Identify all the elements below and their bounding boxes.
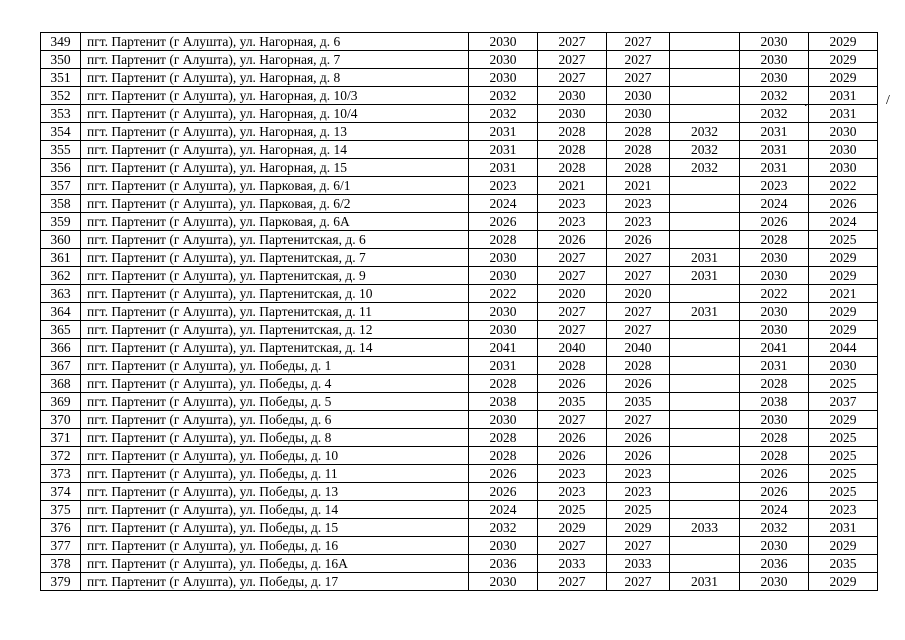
address-cell: пгт. Партенит (г Алушта), ул. Нагорная, д. 15 [81, 159, 469, 177]
year-cell-4 [670, 51, 740, 69]
address-table [40, 32, 878, 591]
year-cell-4 [670, 33, 740, 51]
table-row [41, 123, 878, 141]
year-cell-2: 2026 [538, 429, 607, 447]
year-cell-3: 2030 [607, 105, 670, 123]
address-cell: пгт. Партенит (г Алушта), ул. Парковая, д. 6/2 [81, 195, 469, 213]
address-cell: пгт. Партенит (г Алушта), ул. Победы, д. 16 [81, 537, 469, 555]
year-cell-3: 2025 [607, 501, 670, 519]
year-cell-3: 2026 [607, 231, 670, 249]
address-cell: пгт. Партенит (г Алушта), ул. Победы, д. 6 [81, 411, 469, 429]
year-cell-3: 2027 [607, 573, 670, 591]
table-row [41, 573, 878, 591]
year-cell-2: 2020 [538, 285, 607, 303]
year-cell-1: 2036 [469, 555, 538, 573]
year-cell-1: 2030 [469, 249, 538, 267]
address-cell: пгт. Партенит (г Алушта), ул. Партенитская, д. 14 [81, 339, 469, 357]
year-cell-2: 2030 [538, 105, 607, 123]
year-cell-1: 2030 [469, 51, 538, 69]
year-cell-2: 2028 [538, 123, 607, 141]
address-cell: пгт. Партенит (г Алушта), ул. Победы, д. 8 [81, 429, 469, 447]
year-cell-5: 2028 [740, 429, 809, 447]
year-cell-3: 2027 [607, 321, 670, 339]
scan-mark: . [804, 95, 808, 110]
year-cell-6: 2029 [809, 33, 878, 51]
year-cell-5: 2030 [740, 33, 809, 51]
year-cell-3: 2027 [607, 267, 670, 285]
address-cell: пгт. Партенит (г Алушта), ул. Победы, д. 14 [81, 501, 469, 519]
row-number: 374 [41, 483, 81, 501]
year-cell-4 [670, 177, 740, 195]
row-number: 351 [41, 69, 81, 87]
year-cell-5: 2028 [740, 231, 809, 249]
year-cell-1: 2031 [469, 159, 538, 177]
year-cell-6: 2025 [809, 483, 878, 501]
row-number: 378 [41, 555, 81, 573]
year-cell-4 [670, 285, 740, 303]
year-cell-3: 2027 [607, 411, 670, 429]
year-cell-5: 2023 [740, 177, 809, 195]
year-cell-5: 2030 [740, 411, 809, 429]
row-number: 354 [41, 123, 81, 141]
row-number: 361 [41, 249, 81, 267]
year-cell-2: 2021 [538, 177, 607, 195]
year-cell-2: 2027 [538, 537, 607, 555]
year-cell-4: 2031 [670, 249, 740, 267]
year-cell-3: 2026 [607, 447, 670, 465]
year-cell-2: 2030 [538, 87, 607, 105]
year-cell-5: 2030 [740, 303, 809, 321]
year-cell-2: 2040 [538, 339, 607, 357]
year-cell-6: 2026 [809, 195, 878, 213]
year-cell-6: 2037 [809, 393, 878, 411]
year-cell-3: 2040 [607, 339, 670, 357]
year-cell-4 [670, 105, 740, 123]
table-row [41, 411, 878, 429]
row-number: 365 [41, 321, 81, 339]
year-cell-5: 2030 [740, 267, 809, 285]
year-cell-5: 2031 [740, 123, 809, 141]
year-cell-4: 2032 [670, 141, 740, 159]
year-cell-2: 2026 [538, 447, 607, 465]
year-cell-3: 2033 [607, 555, 670, 573]
row-number: 364 [41, 303, 81, 321]
year-cell-4 [670, 483, 740, 501]
year-cell-2: 2023 [538, 465, 607, 483]
year-cell-3: 2028 [607, 141, 670, 159]
year-cell-1: 2028 [469, 429, 538, 447]
year-cell-3: 2023 [607, 483, 670, 501]
address-cell: пгт. Партенит (г Алушта), ул. Победы, д. 5 [81, 393, 469, 411]
year-cell-3: 2029 [607, 519, 670, 537]
row-number: 360 [41, 231, 81, 249]
year-cell-1: 2031 [469, 357, 538, 375]
year-cell-4: 2033 [670, 519, 740, 537]
year-cell-2: 2023 [538, 483, 607, 501]
year-cell-5: 2028 [740, 375, 809, 393]
year-cell-6: 2025 [809, 447, 878, 465]
address-cell: пгт. Партенит (г Алушта), ул. Победы, д. 10 [81, 447, 469, 465]
year-cell-1: 2022 [469, 285, 538, 303]
year-cell-6: 2029 [809, 267, 878, 285]
row-number: 352 [41, 87, 81, 105]
year-cell-2: 2028 [538, 141, 607, 159]
year-cell-6: 2025 [809, 375, 878, 393]
table-row [41, 105, 878, 123]
row-number: 353 [41, 105, 81, 123]
year-cell-4 [670, 339, 740, 357]
row-number: 370 [41, 411, 81, 429]
year-cell-2: 2028 [538, 357, 607, 375]
year-cell-1: 2028 [469, 447, 538, 465]
year-cell-1: 2026 [469, 483, 538, 501]
year-cell-2: 2035 [538, 393, 607, 411]
table-row [41, 537, 878, 555]
year-cell-5: 2041 [740, 339, 809, 357]
year-cell-3: 2028 [607, 159, 670, 177]
year-cell-2: 2023 [538, 213, 607, 231]
year-cell-4: 2031 [670, 573, 740, 591]
year-cell-5: 2031 [740, 141, 809, 159]
address-cell: пгт. Партенит (г Алушта), ул. Победы, д. 11 [81, 465, 469, 483]
year-cell-3: 2021 [607, 177, 670, 195]
table-row [41, 249, 878, 267]
year-cell-3: 2028 [607, 123, 670, 141]
row-number: 371 [41, 429, 81, 447]
year-cell-5: 2031 [740, 159, 809, 177]
year-cell-6: 2029 [809, 69, 878, 87]
year-cell-6: 2025 [809, 429, 878, 447]
table-row [41, 69, 878, 87]
year-cell-4 [670, 231, 740, 249]
year-cell-2: 2029 [538, 519, 607, 537]
year-cell-5: 2031 [740, 357, 809, 375]
address-cell: пгт. Партенит (г Алушта), ул. Парковая, д. 6/1 [81, 177, 469, 195]
year-cell-1: 2028 [469, 375, 538, 393]
address-cell: пгт. Партенит (г Алушта), ул. Нагорная, д. 8 [81, 69, 469, 87]
table-row [41, 159, 878, 177]
year-cell-1: 2024 [469, 501, 538, 519]
row-number: 356 [41, 159, 81, 177]
year-cell-4 [670, 321, 740, 339]
year-cell-6: 2023 [809, 501, 878, 519]
row-number: 373 [41, 465, 81, 483]
year-cell-6: 2029 [809, 573, 878, 591]
year-cell-2: 2028 [538, 159, 607, 177]
year-cell-5: 2030 [740, 573, 809, 591]
year-cell-2: 2027 [538, 51, 607, 69]
year-cell-6: 2035 [809, 555, 878, 573]
year-cell-5: 2026 [740, 465, 809, 483]
table-row [41, 375, 878, 393]
address-cell: пгт. Партенит (г Алушта), ул. Победы, д. 17 [81, 573, 469, 591]
year-cell-6: 2021 [809, 285, 878, 303]
row-number: 368 [41, 375, 81, 393]
year-cell-3: 2023 [607, 213, 670, 231]
row-number: 362 [41, 267, 81, 285]
year-cell-6: 2029 [809, 411, 878, 429]
year-cell-1: 2026 [469, 213, 538, 231]
year-cell-6: 2031 [809, 519, 878, 537]
address-cell: пгт. Партенит (г Алушта), ул. Партенитская, д. 10 [81, 285, 469, 303]
address-cell: пгт. Партенит (г Алушта), ул. Парковая, д. 6А [81, 213, 469, 231]
row-number: 349 [41, 33, 81, 51]
year-cell-4 [670, 501, 740, 519]
table-row [41, 519, 878, 537]
row-number: 357 [41, 177, 81, 195]
address-cell: пгт. Партенит (г Алушта), ул. Нагорная, д. 10/3 [81, 87, 469, 105]
year-cell-1: 2031 [469, 123, 538, 141]
row-number: 367 [41, 357, 81, 375]
address-cell: пгт. Партенит (г Алушта), ул. Нагорная, д. 10/4 [81, 105, 469, 123]
year-cell-6: 2030 [809, 123, 878, 141]
year-cell-3: 2027 [607, 69, 670, 87]
year-cell-5: 2032 [740, 519, 809, 537]
year-cell-6: 2025 [809, 465, 878, 483]
year-cell-1: 2030 [469, 69, 538, 87]
year-cell-3: 2026 [607, 375, 670, 393]
table-row [41, 303, 878, 321]
address-cell: пгт. Партенит (г Алушта), ул. Победы, д. 16А [81, 555, 469, 573]
year-cell-6: 2029 [809, 321, 878, 339]
table-row [41, 267, 878, 285]
year-cell-4: 2031 [670, 303, 740, 321]
year-cell-3: 2027 [607, 249, 670, 267]
table-row [41, 51, 878, 69]
year-cell-6: 2029 [809, 249, 878, 267]
year-cell-5: 2022 [740, 285, 809, 303]
year-cell-5: 2026 [740, 213, 809, 231]
year-cell-5: 2030 [740, 51, 809, 69]
address-cell: пгт. Партенит (г Алушта), ул. Победы, д. 15 [81, 519, 469, 537]
row-number: 377 [41, 537, 81, 555]
table-row [41, 393, 878, 411]
table-row [41, 321, 878, 339]
year-cell-1: 2030 [469, 411, 538, 429]
year-cell-1: 2026 [469, 465, 538, 483]
year-cell-4 [670, 465, 740, 483]
year-cell-5: 2030 [740, 537, 809, 555]
address-cell: пгт. Партенит (г Алушта), ул. Победы, д. 4 [81, 375, 469, 393]
year-cell-1: 2032 [469, 519, 538, 537]
year-cell-4 [670, 429, 740, 447]
year-cell-1: 2031 [469, 141, 538, 159]
year-cell-2: 2026 [538, 375, 607, 393]
row-number: 358 [41, 195, 81, 213]
address-cell: пгт. Партенит (г Алушта), ул. Партенитская, д. 11 [81, 303, 469, 321]
row-number: 363 [41, 285, 81, 303]
year-cell-3: 2028 [607, 357, 670, 375]
year-cell-1: 2030 [469, 321, 538, 339]
row-number: 372 [41, 447, 81, 465]
address-cell: пгт. Партенит (г Алушта), ул. Партенитская, д. 7 [81, 249, 469, 267]
year-cell-4 [670, 213, 740, 231]
year-cell-6: 2029 [809, 537, 878, 555]
year-cell-4: 2032 [670, 123, 740, 141]
year-cell-3: 2027 [607, 303, 670, 321]
year-cell-2: 2027 [538, 33, 607, 51]
address-cell: пгт. Партенит (г Алушта), ул. Партенитская, д. 12 [81, 321, 469, 339]
address-cell: пгт. Партенит (г Алушта), ул. Нагорная, д. 7 [81, 51, 469, 69]
year-cell-5: 2030 [740, 249, 809, 267]
year-cell-6: 2029 [809, 303, 878, 321]
year-cell-4 [670, 393, 740, 411]
table-row [41, 195, 878, 213]
year-cell-3: 2023 [607, 195, 670, 213]
row-number: 379 [41, 573, 81, 591]
year-cell-6: 2031 [809, 105, 878, 123]
year-cell-3: 2027 [607, 33, 670, 51]
table-row [41, 177, 878, 195]
table-row [41, 501, 878, 519]
year-cell-3: 2026 [607, 429, 670, 447]
row-number: 375 [41, 501, 81, 519]
year-cell-6: 2030 [809, 141, 878, 159]
year-cell-4 [670, 537, 740, 555]
year-cell-5: 2032 [740, 105, 809, 123]
year-cell-3: 2035 [607, 393, 670, 411]
table-row [41, 285, 878, 303]
address-cell: пгт. Партенит (г Алушта), ул. Победы, д. 1 [81, 357, 469, 375]
year-cell-5: 2026 [740, 483, 809, 501]
year-cell-5: 2032 [740, 87, 809, 105]
address-cell: пгт. Партенит (г Алушта), ул. Нагорная, д. 13 [81, 123, 469, 141]
year-cell-1: 2024 [469, 195, 538, 213]
year-cell-2: 2033 [538, 555, 607, 573]
address-cell: пгт. Партенит (г Алушта), ул. Партенитская, д. 6 [81, 231, 469, 249]
year-cell-4 [670, 195, 740, 213]
year-cell-2: 2025 [538, 501, 607, 519]
year-cell-4: 2031 [670, 267, 740, 285]
year-cell-6: 2030 [809, 159, 878, 177]
year-cell-5: 2024 [740, 501, 809, 519]
table-row [41, 33, 878, 51]
year-cell-4 [670, 69, 740, 87]
year-cell-6: 2024 [809, 213, 878, 231]
year-cell-3: 2027 [607, 51, 670, 69]
year-cell-5: 2030 [740, 69, 809, 87]
year-cell-2: 2023 [538, 195, 607, 213]
year-cell-2: 2027 [538, 303, 607, 321]
year-cell-1: 2032 [469, 105, 538, 123]
year-cell-5: 2024 [740, 195, 809, 213]
row-number: 355 [41, 141, 81, 159]
year-cell-3: 2027 [607, 537, 670, 555]
year-cell-6: 2031 [809, 87, 878, 105]
row-number: 369 [41, 393, 81, 411]
table-row [41, 555, 878, 573]
year-cell-3: 2023 [607, 465, 670, 483]
year-cell-3: 2020 [607, 285, 670, 303]
table-row [41, 213, 878, 231]
year-cell-1: 2028 [469, 231, 538, 249]
year-cell-1: 2041 [469, 339, 538, 357]
year-cell-4 [670, 357, 740, 375]
year-cell-4 [670, 87, 740, 105]
year-cell-1: 2032 [469, 87, 538, 105]
year-cell-1: 2023 [469, 177, 538, 195]
year-cell-3: 2030 [607, 87, 670, 105]
table-row [41, 141, 878, 159]
year-cell-1: 2030 [469, 537, 538, 555]
year-cell-5: 2030 [740, 321, 809, 339]
table-row [41, 465, 878, 483]
year-cell-6: 2029 [809, 51, 878, 69]
year-cell-2: 2027 [538, 69, 607, 87]
year-cell-6: 2030 [809, 357, 878, 375]
table-row [41, 483, 878, 501]
address-cell: пгт. Партенит (г Алушта), ул. Нагорная, д. 14 [81, 141, 469, 159]
table-row [41, 339, 878, 357]
year-cell-4: 2032 [670, 159, 740, 177]
address-cell: пгт. Партенит (г Алушта), ул. Победы, д. 13 [81, 483, 469, 501]
year-cell-4 [670, 447, 740, 465]
table-row [41, 231, 878, 249]
year-cell-1: 2030 [469, 573, 538, 591]
table-row [41, 447, 878, 465]
table-row [41, 429, 878, 447]
row-number: 359 [41, 213, 81, 231]
year-cell-1: 2038 [469, 393, 538, 411]
scan-mark: / [886, 93, 890, 108]
year-cell-6: 2025 [809, 231, 878, 249]
year-cell-1: 2030 [469, 303, 538, 321]
row-number: 376 [41, 519, 81, 537]
year-cell-1: 2030 [469, 33, 538, 51]
table-row [41, 357, 878, 375]
year-cell-5: 2038 [740, 393, 809, 411]
year-cell-2: 2027 [538, 321, 607, 339]
year-cell-4 [670, 375, 740, 393]
year-cell-2: 2027 [538, 573, 607, 591]
year-cell-6: 2044 [809, 339, 878, 357]
year-cell-6: 2022 [809, 177, 878, 195]
year-cell-5: 2028 [740, 447, 809, 465]
year-cell-2: 2027 [538, 249, 607, 267]
year-cell-2: 2027 [538, 267, 607, 285]
row-number: 366 [41, 339, 81, 357]
year-cell-2: 2026 [538, 231, 607, 249]
year-cell-4 [670, 555, 740, 573]
year-cell-2: 2027 [538, 411, 607, 429]
address-cell: пгт. Партенит (г Алушта), ул. Нагорная, д. 6 [81, 33, 469, 51]
year-cell-4 [670, 411, 740, 429]
year-cell-1: 2030 [469, 267, 538, 285]
table-row [41, 87, 878, 105]
address-cell: пгт. Партенит (г Алушта), ул. Партенитская, д. 9 [81, 267, 469, 285]
row-number: 350 [41, 51, 81, 69]
year-cell-5: 2036 [740, 555, 809, 573]
